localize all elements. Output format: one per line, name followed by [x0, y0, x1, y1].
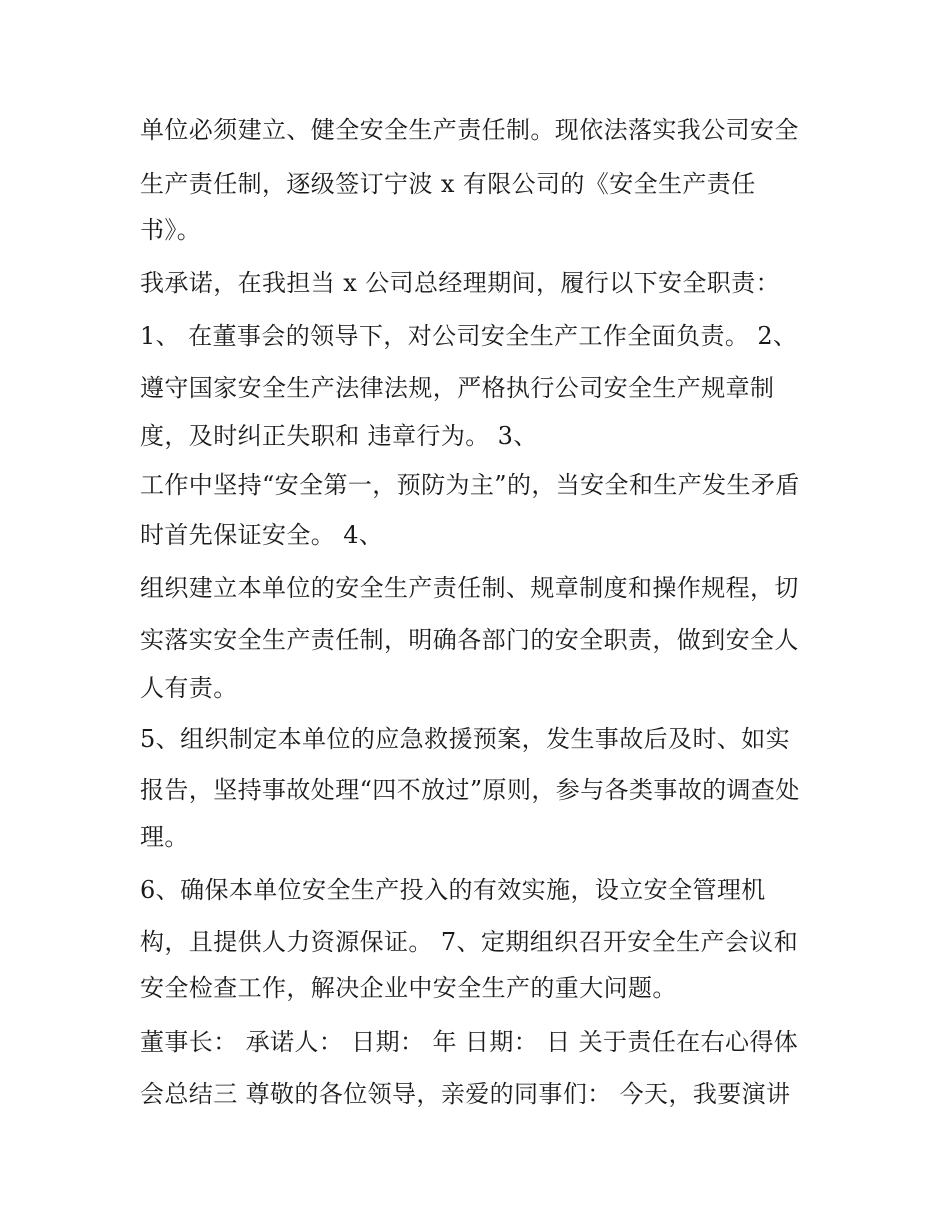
text-line: 生产责任制，逐级签订宁波 x 有限公司的《安全生产责任 — [140, 170, 756, 198]
text-line: 6、确保本单位安全生产投入的有效实施，设立安全管理机 — [140, 876, 766, 904]
text-line: 5、组织制定本单位的应急救援预案，发生事故后及时、如实 — [140, 725, 791, 753]
text-line: 董事长： 承诺人： 日期： 年 日期： 日 关于责任在右心得体 — [140, 1028, 799, 1056]
text-line: 构，且提供人力资源保证。 7、定期组织召开安全生产会议和 — [140, 928, 799, 956]
text-line: 安全检查工作，解决企业中安全生产的重大问题。 — [140, 974, 677, 1002]
text-line: 遵守国家安全生产法律法规，严格执行公司安全生产规章制 — [140, 374, 775, 402]
text-line: 实落实安全生产责任制，明确各部门的安全职责，做到安全人 — [140, 626, 799, 654]
text-line: 单位必须建立、健全安全生产责任制。现依法落实我公司安全 — [140, 116, 799, 144]
text-line: 度，及时纠正失职和 违章行为。 3、 — [140, 422, 538, 450]
text-line: 会总结三 尊敬的各位领导，亲爱的同事们： 今天，我要演讲 — [140, 1080, 791, 1108]
text-line: 工作中坚持“安全第一，预防为主”的，当安全和生产发生矛盾 — [140, 471, 800, 499]
text-line: 时首先保证安全。 4、 — [140, 521, 384, 549]
text-line: 理。 — [140, 823, 189, 851]
text-line: 书》。 — [140, 216, 202, 244]
text-line: 报告，坚持事故处理“四不放过”原则，参与各类事故的调查处 — [140, 776, 800, 804]
text-line: 人有责。 — [140, 674, 238, 702]
text-line: 1、 在董事会的领导下，对公司安全生产工作全面负责。 2、 — [140, 322, 798, 350]
text-line: 组织建立本单位的安全生产责任制、规章制度和操作规程，切 — [140, 574, 799, 602]
text-line: 我承诺，在我担当 x 公司总经理期间，履行以下安全职责： — [140, 269, 780, 297]
